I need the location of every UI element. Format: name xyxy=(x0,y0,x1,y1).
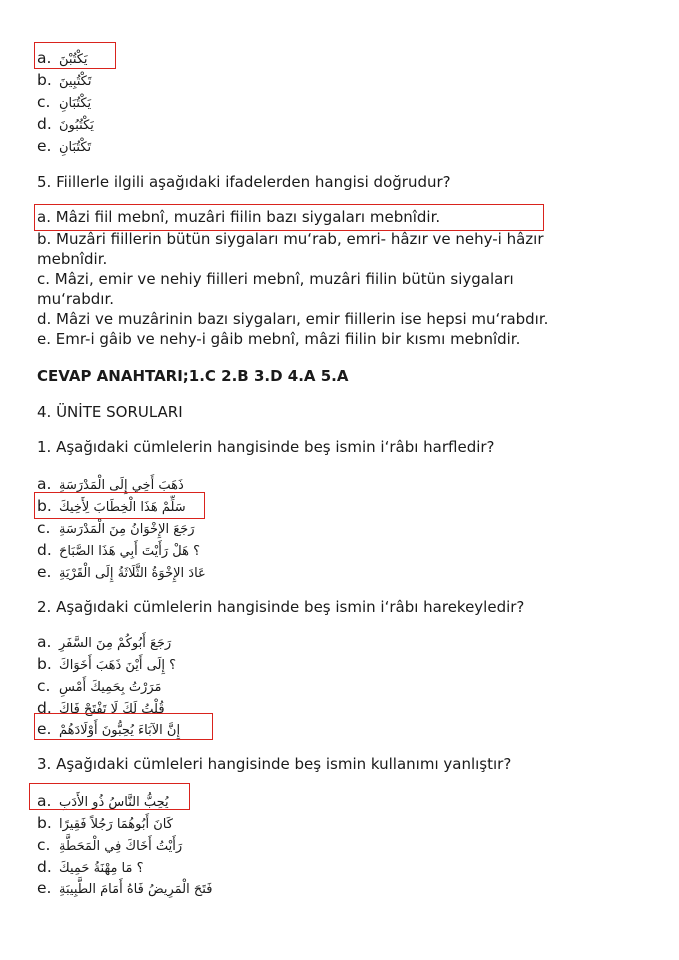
u4q1-option-d: d. ؟ هَلْ رَأَيْتَ أَبِي هَذَا الصَّبَاحَ xyxy=(37,541,201,559)
u4q2-option-b: b. ؟ إِلَى أَيْنَ ذَهَبَ أَخَوَاكَ xyxy=(37,655,177,673)
q5-option-a: a. Mâzi fiil mebnî, muzâri fiilin bazı siygaları mebnîdir. xyxy=(37,208,441,226)
u4q1-option-e: e. عَادَ الإِخْوَةُ الثَّلَاثَةُ إِلَى الْقَرْيَةِ xyxy=(37,563,206,581)
answer-highlight-box xyxy=(29,783,190,810)
u4q2-option-d: d. قُلْتُ لَكَ لَا تَفْتَحْ فَاكَ xyxy=(37,699,165,717)
option-block1-a: a. يَكْتُبْنَ xyxy=(37,49,88,67)
u4q2-option-c: c. مَرَرْتُ بِحَمِيكَ أَمْسِ xyxy=(37,677,162,695)
answer-highlight-box xyxy=(34,492,205,519)
unit4-question-2: 2. Aşağıdaki cümlelerin hangisinde beş ismin i‘râbı harekeyledir? xyxy=(37,598,525,616)
option-block1-e: e. تَكْتُبَانِ xyxy=(37,137,92,155)
u4q3-option-e: e. فَتَحَ الْمَرِيضُ فَاهُ أَمَامَ الطَّبِيبَةِ xyxy=(37,879,213,897)
u4q2-option-e: e. إِنَّ الآبَاءَ يُحِبُّونَ أَوْلَادَهُمْ xyxy=(37,720,181,738)
unit4-question-3: 3. Aşağıdaki cümleleri hangisinde beş ismin kullanımı yanlıştır? xyxy=(37,755,512,773)
q5-option-c-cont: mu‘rabdır. xyxy=(37,290,115,308)
answer-key: CEVAP ANAHTARI;1.C 2.B 3.D 4.A 5.A xyxy=(37,367,349,385)
q5-option-b: b. Muzâri fiillerin bütün siygaları mu‘rab, emri- hâzır ve nehy-i hâzır xyxy=(37,230,544,248)
q5-option-d: d. Mâzi ve muzârinin bazı siygaları, emir fiillerin ise hepsi mu‘rabdır. xyxy=(37,310,549,328)
unit4-question-1: 1. Aşağıdaki cümlelerin hangisinde beş ismin i‘râbı harfledir? xyxy=(37,438,495,456)
u4q1-option-a: a. ذَهَبَ أَخِي إِلَى الْمَدْرَسَةِ xyxy=(37,475,184,493)
q5-option-b-cont: mebnîdir. xyxy=(37,250,108,268)
answer-highlight-box xyxy=(34,713,213,740)
q5-option-e: e. Emr-i gâib ve nehy-i gâib mebnî, mâzi fiilin bir kısmı mebnîdir. xyxy=(37,330,521,348)
u4q2-option-a: a. رَجَعَ أَبُوكُمْ مِنَ السَّفَرِ xyxy=(37,633,172,651)
answer-highlight-box xyxy=(34,204,544,231)
u4q3-option-d: d. ؟ مَا مِهْنَةُ حَمِيكَ xyxy=(37,858,144,876)
u4q3-option-a: a. يُحِبُّ النَّاسُ ذُو الأَدَبِ xyxy=(37,792,169,810)
u4q1-option-b: b. سَلِّمْ هَذَا الْخِطَابَ لِأَخِيكَ xyxy=(37,497,186,515)
answer-highlight-box xyxy=(34,42,116,69)
question-5: 5. Fiillerle ilgili aşağıdaki ifadelerden hangisi doğrudur? xyxy=(37,173,451,191)
u4q3-option-b: b. كَانَ أَبُوهُمَا رَجُلاً فَقِيرًا xyxy=(37,814,173,832)
option-block1-d: d. يَكْتُبُونَ xyxy=(37,115,94,133)
option-block1-c: c. يَكْتُبَانِ xyxy=(37,93,92,111)
u4q3-option-c: c. رَأَيْتُ أَخَاكَ فِي الْمَحَطَّةِ xyxy=(37,836,183,854)
u4q1-option-c: c. رَجَعَ الإِخْوَانُ مِنَ الْمَدْرَسَةِ xyxy=(37,519,195,537)
option-block1-b: b. تَكْتُبِينَ xyxy=(37,71,92,89)
q5-option-c: c. Mâzi, emir ve nehiy fiilleri mebnî, muzâri fiilin bütün siygaları xyxy=(37,270,514,288)
unit-title: 4. ÜNİTE SORULARI xyxy=(37,403,183,421)
